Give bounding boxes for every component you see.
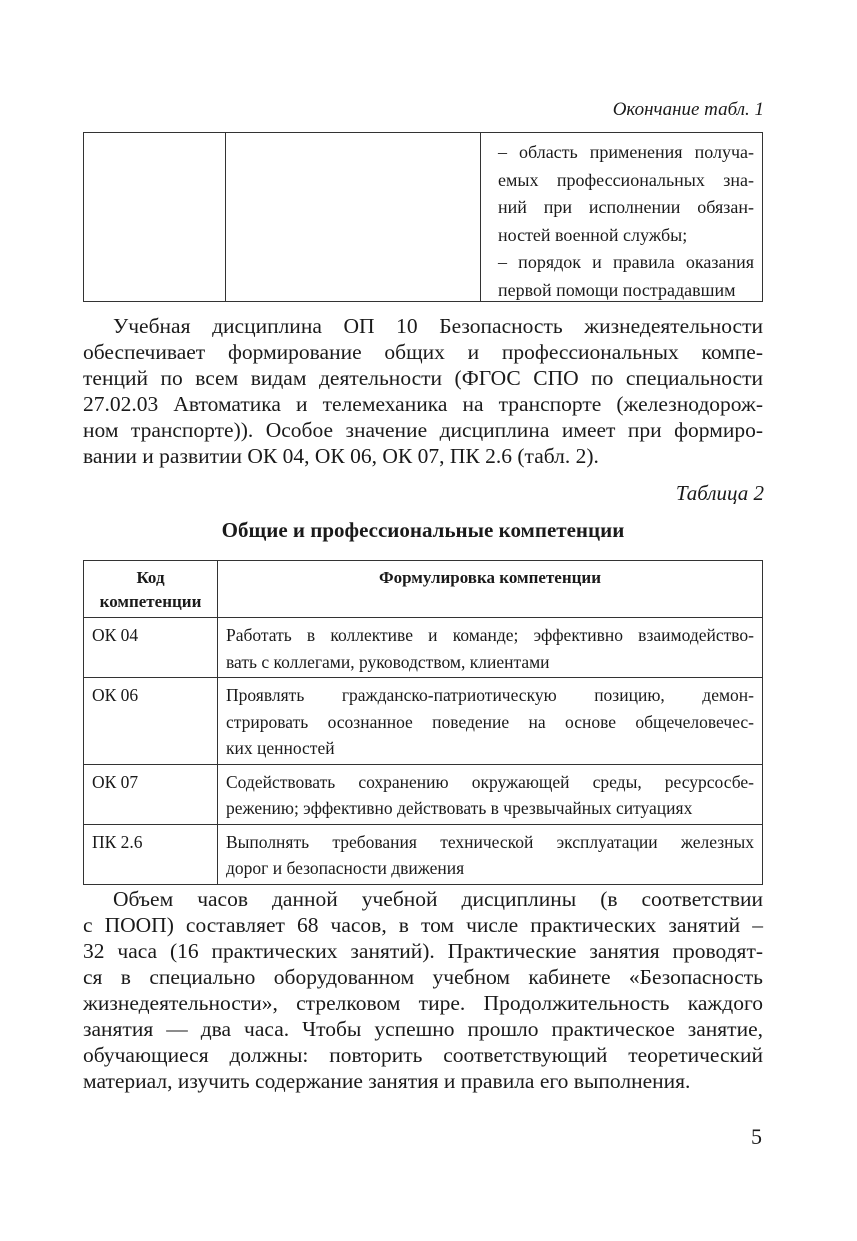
text-line: Объем часов данной учебной дисциплины (в соответствии [113, 887, 763, 911]
text-line: занятия — два часа. Чтобы успешно прошло практическое занятие, [83, 1017, 763, 1041]
text-line: – область применения получа- [498, 142, 754, 162]
header-code-line: компетенции [99, 592, 202, 611]
header-code-line: Код [136, 568, 165, 587]
table1-cell-requirements [490, 133, 762, 301]
competency-code: ОК 04 [84, 618, 218, 678]
table1-col-divider [225, 133, 226, 301]
text-line: материал, изучить содержание занятия и правила его выполнения. [83, 1069, 691, 1093]
competency-code: ОК 07 [84, 764, 218, 824]
text-line: 32 часа (16 практических занятий). Практические занятия проводят- [83, 939, 763, 963]
paragraph-hours [83, 886, 763, 1094]
text-line: Работать в коллективе и команде; эффективно взаимодейство- [226, 625, 754, 645]
text-line: тенций по всем видам деятельности (ФГОС СПО по специальности [83, 366, 763, 390]
text-line: ких ценностей [226, 738, 335, 758]
text-line: с ПООП) составляет 68 часов, в том числе практических занятий – [83, 913, 763, 937]
text-line: обеспечивает формирование общих и профессиональных компе- [83, 340, 763, 364]
text-line: Содействовать сохранению окружающей среды, ресурсосбе- [226, 771, 754, 792]
table-row [84, 824, 763, 884]
competencies-table [83, 560, 763, 885]
competency-text [218, 678, 763, 765]
text-line: вать с коллегами, руководством, клиентами [226, 651, 550, 672]
page-number: 5 [751, 1124, 762, 1149]
text-line: ний при исполнении обязан- [498, 197, 754, 217]
text-line: – порядок и правила оказания [498, 252, 754, 272]
header-code [84, 561, 218, 618]
table-row [84, 764, 763, 824]
competency-text [218, 764, 763, 824]
text-line: обучающиеся должны: повторить соответствующий теоретический [83, 1043, 763, 1067]
text-line: 27.02.03 Автоматика и телемеханика на транспорте (железнодорож- [83, 392, 763, 416]
competency-code: ОК 06 [84, 678, 218, 765]
table-row [84, 618, 763, 678]
table1-continued [83, 132, 763, 302]
text-line: ном транспорте)). Особое значение дисциплина имеет при формиро- [83, 418, 763, 442]
continuation-label: Окончание табл. 1 [612, 99, 764, 120]
text-line: Проявлять гражданско-патриотическую позицию, демон- [226, 685, 754, 705]
text-line: емых профессиональных зна- [498, 169, 754, 190]
table-header-row [84, 561, 763, 618]
competency-code: ПК 2.6 [84, 824, 218, 884]
text-line: ностей военной службы; [498, 224, 688, 245]
text-line: режению; эффективно действовать в чрезвычайных ситуациях [226, 798, 693, 818]
table-row [84, 678, 763, 765]
text-line: вании и развитии ОК 04, ОК 06, ОК 07, ПК 2.6 (табл. 2). [83, 444, 599, 468]
table2-label: Таблица 2 [675, 481, 764, 505]
paragraph-discipline [83, 313, 763, 469]
table1-item [498, 249, 754, 304]
text-line: дорог и безопасности движения [226, 858, 465, 878]
competency-text [218, 824, 763, 884]
header-text: Формулировка компетенции [218, 561, 763, 618]
text-line: стрировать осознанное поведение на основе общечеловечес- [226, 711, 754, 732]
text-line: первой помощи пострадавшим [498, 279, 736, 300]
text-line: Выполнять требования технической эксплуатации железных [226, 831, 754, 852]
table1-item [498, 139, 754, 249]
table1-col-divider [480, 133, 481, 301]
text-line: Учебная дисциплина ОП 10 Безопасность жизнедеятельности [113, 314, 763, 338]
text-line: ся в специально оборудованном учебном кабинете «Безопасность [83, 965, 763, 989]
competency-text [218, 618, 763, 678]
text-line: жизнедеятельности», стрелковом тире. Продолжительность каждого [83, 991, 763, 1015]
table2-title: Общие и профессиональные компетенции [221, 518, 625, 542]
